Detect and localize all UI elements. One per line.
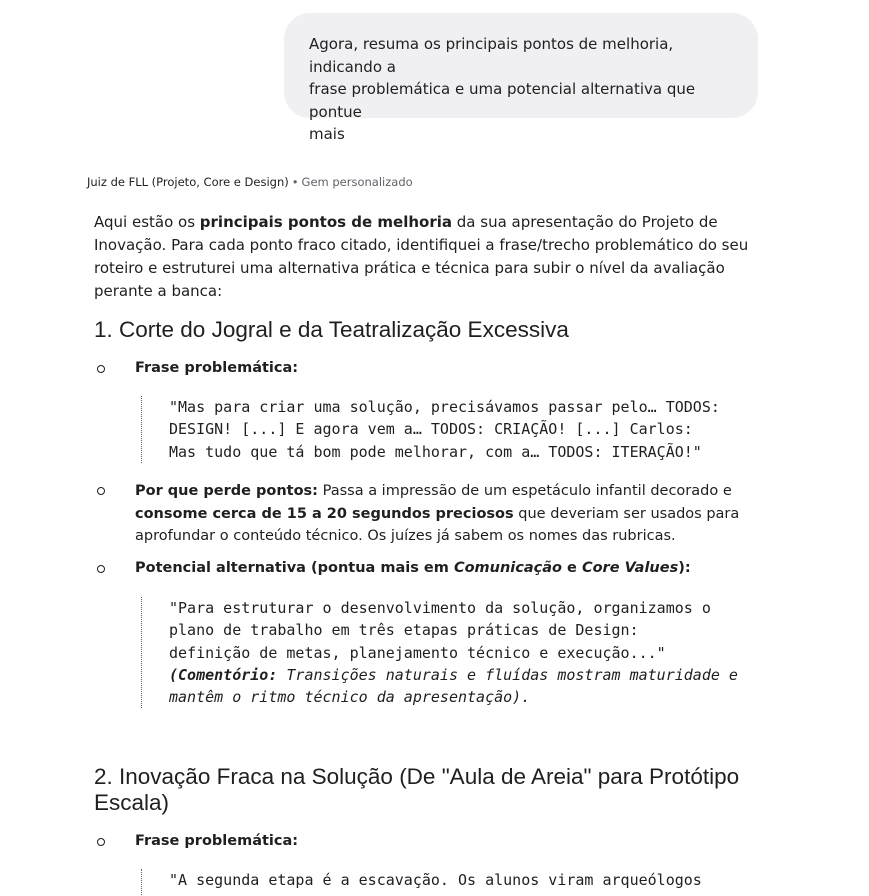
user-message-bubble — [284, 13, 758, 143]
section-1-heading: 1. Corte do Jogral e da Teatralização Excessiva — [94, 317, 569, 342]
alternative-quote — [141, 597, 738, 708]
why-text-rest: que deveriam ser usados para aprofundar o conteúdo técnico. Os juízes já sabem os nomes das rubricas. — [135, 505, 740, 544]
response-header — [87, 174, 413, 190]
why-text: Passa a impressão de um espetáculo infantil decorado e — [318, 483, 732, 499]
intro-text-rest: da sua apresentação do Projeto de Inovação. Para cada ponto fraco citado, identifiquei a frase/trecho problemático do seu roteiro e estruturei uma alternativa prática e técnica para subir o nível da avaliação perante a banca: — [94, 213, 749, 300]
problem-quote: "Mas para criar uma solução, precisávamos passar pelo… TODOS: DESIGN! [...] E agora vem a… TODOS: CRIAÇÃO! [...] Carlos: Mas tudo que tá bom pode melhorar, com a… TODOS: ITERAÇÃO!" — [141, 396, 720, 463]
user-message-line: Agora, resuma os principais pontos de melhoria, indicando a — [309, 35, 674, 76]
problem-label-text: Frase problemática: — [135, 833, 299, 849]
problem-quote: "A segunda etapa é a escavação. Os alunos viram arqueólogos — [141, 869, 702, 896]
alternative-comment — [169, 666, 738, 706]
comment-label: (Comentório: — [169, 665, 278, 684]
gem-type-label: Gem personalizado — [301, 175, 413, 189]
response-intro — [94, 211, 764, 303]
alt-label-emphasis: Core Values — [581, 560, 679, 576]
user-message-line: frase problemática e uma potencial alternativa que pontue — [309, 80, 696, 121]
bullet-icon — [97, 365, 105, 373]
section-2-heading-line: Escala) — [94, 790, 170, 815]
intro-text: Aqui estão os — [94, 213, 200, 231]
section-2-heading — [94, 764, 739, 816]
header-separator: • — [291, 175, 299, 189]
alternative-quote-text: "Para estruturar o desenvolvimento da solução, organizamos o plano de trabalho em três etapas práticas de Design: definição de metas, planejamento técnico e execução..." — [169, 599, 711, 662]
alt-label-text: Potencial alternativa (pontua mais em — [135, 560, 454, 576]
alternative-label — [135, 557, 775, 580]
alt-label-text: e — [562, 560, 582, 576]
bullet-icon — [97, 838, 105, 846]
comment-text: Transições naturais e fluídas mostram maturidade e mantêm o ritmo técnico da apresentação). — [169, 665, 738, 707]
bullet-icon — [97, 487, 105, 495]
problem-label — [135, 830, 775, 853]
problem-label-text: Frase problemática: — [135, 360, 299, 376]
why-label: Por que perde pontos: — [135, 483, 318, 499]
bullet-icon — [97, 565, 105, 573]
why-loses-points — [135, 480, 775, 548]
intro-bold: principais pontos de melhoria — [199, 213, 453, 231]
why-bold: consome cerca de 15 a 20 segundos preciosos — [135, 505, 514, 522]
gem-name[interactable]: Juiz de FLL (Projeto, Core e Design) — [87, 175, 289, 189]
user-message-line: mais — [309, 125, 345, 143]
alt-label-emphasis: Comunicação — [453, 560, 562, 576]
problem-label — [135, 357, 775, 380]
section-2-heading-line: 2. Inovação Fraca na Solução (De "Aula de Areia" para Protótipo — [94, 764, 740, 789]
alt-label-text: ): — [678, 560, 691, 576]
